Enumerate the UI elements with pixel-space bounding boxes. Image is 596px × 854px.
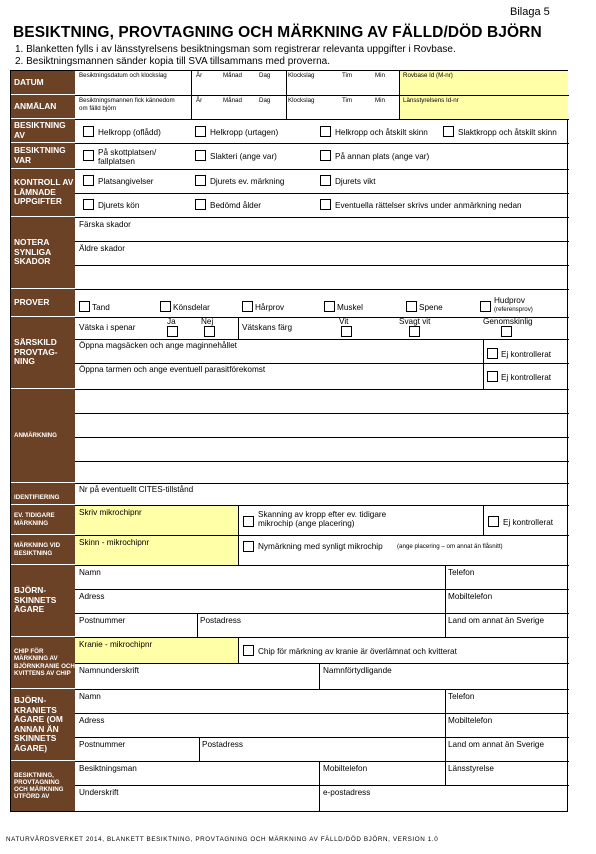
bilaga-label: Bilaga 5: [510, 6, 550, 18]
cites-field[interactable]: Nr på eventuellt CITES-tillstånd: [79, 485, 194, 494]
anmalan-field[interactable]: Besiktningsmannen fick kännedom om fälld björn: [79, 97, 175, 112]
checkbox-helkropp-urtagen[interactable]: [195, 126, 206, 137]
option-rattelser: Eventuella rättelser skrivs under anmärkning nedan: [335, 201, 522, 210]
checkbox-platsangivelser[interactable]: [83, 175, 94, 186]
checkbox-ej-kontrollerat-tarm[interactable]: [487, 371, 498, 382]
ej-kontrollerat-tarm: Ej kontrollerat: [501, 373, 552, 382]
checkbox-harprov[interactable]: [242, 301, 253, 312]
checkbox-skanning[interactable]: [243, 516, 254, 527]
checkbox-vatska-nej[interactable]: [204, 326, 215, 337]
option-hudprov: Hudprov: [494, 296, 525, 305]
checkbox-kon[interactable]: [83, 199, 94, 210]
label-prover: PROVER: [11, 289, 75, 317]
rovbase-id-field[interactable]: Rovbase Id (M-nr): [403, 72, 453, 79]
checkbox-slakteri[interactable]: [195, 150, 206, 161]
label-anmalan: ANMÄLAN: [11, 95, 75, 119]
option-markning: Djurets ev. märkning: [210, 177, 285, 186]
checkbox-nymarkning[interactable]: [243, 541, 254, 552]
vatska-spenar: Vätska i spenar: [79, 323, 136, 332]
option-harprov: Hårprov: [255, 303, 285, 312]
checkbox-svagt-vit[interactable]: [409, 326, 420, 337]
checkbox-helkropp-skinn[interactable]: [320, 126, 331, 137]
checkbox-spene[interactable]: [406, 301, 417, 312]
option-skottplatsen-2: fallplatsen: [98, 157, 135, 166]
kranie-agare-namn[interactable]: Namn: [79, 692, 101, 701]
checkbox-vatska-ja[interactable]: [167, 326, 178, 337]
vatska-ja: Ja: [167, 317, 176, 326]
option-helkropp-oflådd: Helkropp (oflådd): [98, 128, 161, 137]
besiktningsman-field[interactable]: Besiktningsman: [79, 764, 137, 773]
label-datum: DATUM: [11, 71, 75, 95]
checkbox-skottplatsen[interactable]: [83, 150, 94, 161]
kranie-agare-postnr[interactable]: Postnummer: [79, 740, 126, 749]
skinn-agare-mobil[interactable]: Mobiltelefon: [448, 592, 493, 601]
label-markning-vid: MÄRKNING VID BESIKTNING: [11, 535, 75, 565]
label-sarskild: SÄRSKILD PROVTAG-NING: [11, 317, 75, 389]
datum-tim: Tim: [342, 72, 353, 79]
anmalan-klockslag: Klockslag: [288, 97, 315, 104]
datum-date-field[interactable]: Besiktningsdatum och klockslag: [79, 72, 167, 79]
farg-genomskinlig: Genomskinlig: [483, 317, 533, 326]
label-utford: BESIKTNING, PROVTAGNING OCH MÄRKNING UTFÖRD AV: [11, 761, 75, 811]
nymarkning: Nymärkning med synligt mikrochip: [258, 542, 383, 551]
option-konsdelar: Könsdelar: [173, 303, 210, 312]
option-spene: Spene: [419, 303, 443, 312]
option-helkropp-skinn: Helkropp och åtskilt skinn: [335, 128, 428, 137]
intro-line-2: 2. Besiktningsmannen sänder kopia till SVA tillsammans med proverna.: [15, 56, 330, 67]
checkbox-genomskinlig[interactable]: [501, 326, 512, 337]
kranie-agare-postadress[interactable]: Postadress: [202, 740, 243, 749]
option-slaktkropp-skinn: Slaktkropp och åtskilt skinn: [458, 128, 557, 137]
option-alder: Bedömd ålder: [210, 201, 261, 210]
kranie-agare-mobil[interactable]: Mobiltelefon: [448, 716, 493, 725]
option-vikt: Djurets vikt: [335, 177, 376, 186]
checkbox-rattelser[interactable]: [320, 199, 331, 210]
skriv-mikrochipnr-field[interactable]: Skriv mikrochipnr: [79, 508, 142, 517]
label-identifiering: IDENTIFIERING: [11, 483, 75, 505]
ej-kontrollerat-chip: Ej kontrollerat: [503, 518, 554, 527]
lansstyrelse-id-field[interactable]: Länsstyrelsens Id-nr: [403, 97, 459, 104]
farska-skador-field[interactable]: Färska skador: [79, 220, 131, 229]
skanning-line-2: mikrochip (ange placering): [258, 519, 355, 528]
checkbox-chip-overlamnat[interactable]: [243, 645, 254, 656]
checkbox-ej-kontrollerat-chip[interactable]: [488, 516, 499, 527]
inspection-form: [10, 70, 568, 812]
checkbox-tand[interactable]: [79, 301, 90, 312]
form-title: BESIKTNING, PROVTAGNING OCH MÄRKNING AV FÄLLD/DÖD BJÖRN: [13, 24, 542, 41]
skinn-agare-postnr[interactable]: Postnummer: [79, 616, 126, 625]
datum-manad: Månad: [223, 72, 242, 79]
skinn-agare-postadress[interactable]: Postadress: [200, 616, 241, 625]
tarmen-field[interactable]: Öppna tarmen och ange eventuell parasitförekomst: [79, 365, 266, 374]
option-helkropp-urtagen: Helkropp (urtagen): [210, 128, 279, 137]
footer-text: NATURVÅRDSVERKET 2014, BLANKETT BESIKTNING, PROVTAGNING OCH MÄRKNING AV FÄLLD/DÖD BJÖRN, VERSION 1.0: [6, 836, 439, 843]
anmalan-min: Min: [375, 97, 385, 104]
checkbox-markning[interactable]: [195, 175, 206, 186]
lansstyrelse-field[interactable]: Länsstyrelse: [448, 764, 494, 773]
vatska-nej: Nej: [201, 317, 214, 326]
option-tand: Tand: [92, 303, 110, 312]
anmalan-ar: År: [196, 97, 203, 104]
skinn-agare-telefon[interactable]: Telefon: [448, 568, 475, 577]
chip-overlamnat: Chip för märkning av kranie är överlämnat och kvitterat: [258, 647, 457, 656]
skinn-agare-adress[interactable]: Adress: [79, 592, 105, 601]
namnunderskrift-field[interactable]: Namnunderskrift: [79, 666, 140, 675]
label-chip: CHIP FÖR MÄRKNING AV BJÖRNKRANIE OCH KVITTENS AV CHIP: [11, 637, 75, 689]
anmalan-dag: Dag: [259, 97, 271, 104]
underskrift-field[interactable]: Underskrift: [79, 788, 119, 797]
option-skottplatsen-1: På skottplatsen/: [98, 148, 157, 157]
option-muskel: Muskel: [337, 303, 363, 312]
option-kon: Djurets kön: [98, 201, 140, 210]
option-platsangivelser: Platsangivelser: [98, 177, 154, 186]
label-anmarkning: ANMÄRKNING: [11, 389, 75, 483]
aldre-skador-field[interactable]: Äldre skador: [79, 244, 125, 253]
datum-klockslag: Klockslag: [288, 72, 315, 79]
anmalan-manad: Månad: [223, 97, 242, 104]
datum-min: Min: [375, 72, 385, 79]
checkbox-helkropp-oflådd[interactable]: [83, 126, 94, 137]
nymarkning-sub: (ange placering – om annat än flåsnitt): [397, 543, 503, 550]
checkbox-annan-plats[interactable]: [320, 150, 331, 161]
checkbox-muskel[interactable]: [324, 301, 335, 312]
label-besiktning-av: BESIKTNING AV: [11, 119, 75, 143]
label-kraniets-agare: BJÖRN-KRANIETS ÄGARE (OM ANNAN ÄN SKINNETS ÄGARE): [11, 689, 75, 761]
skinn-mikrochipnr-field[interactable]: Skinn - mikrochipnr: [79, 538, 150, 547]
label-skador: NOTERA SYNLIGA SKADOR: [11, 217, 75, 289]
utford-mobil-field[interactable]: Mobiltelefon: [323, 764, 368, 773]
label-kontroll: KONTROLL AV LÄMNADE UPPGIFTER: [11, 169, 75, 217]
checkbox-hudprov[interactable]: [480, 301, 491, 312]
datum-dag: Dag: [259, 72, 271, 79]
skinn-agare-land[interactable]: Land om annat än Sverige: [448, 616, 545, 625]
checkbox-alder[interactable]: [195, 199, 206, 210]
option-slakteri: Slakteri (ange var): [210, 152, 277, 161]
kranie-agare-telefon[interactable]: Telefon: [448, 692, 475, 701]
label-tidigare: EV. TIDIGARE MÄRKNING: [11, 505, 75, 535]
intro-line-1: 1. Blanketten fylls i av länsstyrelsens besiktningsman som registrerar relevanta uppgifter i Rovbase.: [15, 44, 456, 55]
option-annan-plats: På annan plats (ange var): [335, 152, 430, 161]
anmalan-tim: Tim: [342, 97, 353, 104]
checkbox-ej-kontrollerat-mag[interactable]: [487, 348, 498, 359]
kranie-agare-land[interactable]: Land om annat än Sverige: [448, 740, 545, 749]
label-skinnets-agare: BJÖRN-SKINNETS ÄGARE: [11, 565, 75, 637]
epost-field[interactable]: e-postadress: [323, 788, 371, 797]
checkbox-vit[interactable]: [341, 326, 352, 337]
checkbox-konsdelar[interactable]: [160, 301, 171, 312]
checkbox-vikt[interactable]: [320, 175, 331, 186]
farg-vit: Vit: [339, 317, 349, 326]
magsack-field[interactable]: Öppna magsäcken och ange maginnehållet: [79, 341, 237, 350]
kranie-agare-adress[interactable]: Adress: [79, 716, 105, 725]
skanning-line-1: Skanning av kropp efter ev. tidigare: [258, 510, 387, 519]
namnfortydligande-field[interactable]: Namnförtydligande: [323, 666, 392, 675]
label-besiktning-var: BESIKTNING VAR: [11, 143, 75, 169]
farg-svagt-vit: Svagt vit: [399, 317, 431, 326]
kranie-mikrochipnr-field[interactable]: Kranie - mikrochipnr: [79, 640, 153, 649]
option-hudprov-sub: (referensprov): [494, 306, 533, 313]
ej-kontrollerat-mag: Ej kontrollerat: [501, 350, 552, 359]
datum-ar: År: [196, 72, 203, 79]
vatskans-farg: Vätskans färg: [242, 323, 293, 332]
skinn-agare-namn[interactable]: Namn: [79, 568, 101, 577]
checkbox-slaktkropp-skinn[interactable]: [443, 126, 454, 137]
